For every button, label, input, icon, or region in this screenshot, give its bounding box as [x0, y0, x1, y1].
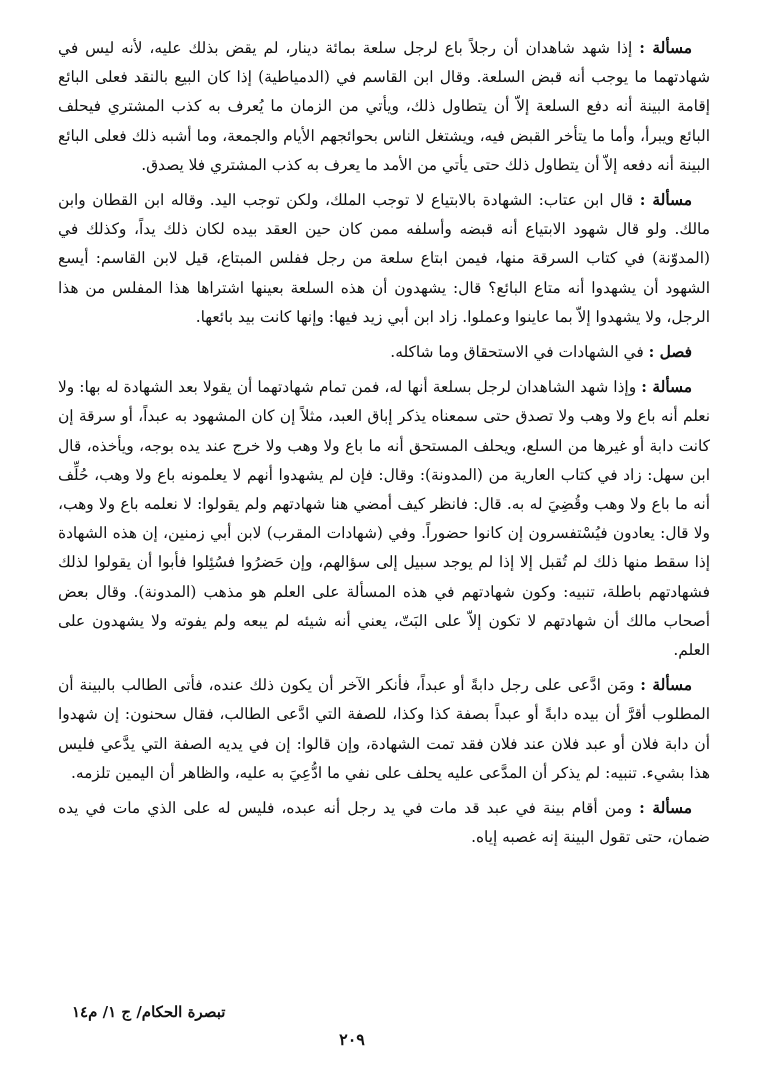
page-number: ٢٠٩ [339, 1030, 365, 1049]
paragraph-heading: مسألة : [641, 378, 692, 397]
paragraph-text: ومَن ادَّعى على رجل دابةً أو عبداً، فأنكر الآخر أن يكون ذلك عنده، فأتى الطالب بالبينة أن المطلوب أقرَّ أن بيده دابةً أو عبداً بصفة كذا وكذا، للصفة التي ادَّعى الطالب، فقال سحنون: إن شهدوا أن دابة فلان أو عبد فلان عند فلان فقد تمت الشهادة، وإن قالوا: إن في يديه الصفة التي يدَّعي فليس هذا بشيء. تنبيه: لم يذكر أن المدَّعى عليه يحلف على نفي ما ادُّعِيَ به عليه، والظاهر أن اليمين تلزمه. [58, 676, 710, 782]
paragraph-text: إذا شهد شاهدان أن رجلاً باع لرجل سلعة بمائة دينار، لم يقض بذلك عليه، لأنه ليس في شهادتهما ما يوجب أنه قبض السلعة. وقال ابن القاسم في (الدمياطية) إذا كان البيع بالنقد فعلى البائع إقامة البينة أنه دفع السلعة إلاّ أن يتطاول ذلك، ويأتي من الزمان ما يُعرف به كذب المشتري فيحلف البائع ويبرأ، وأما ما يتأخر القبض فيه، ويشتغل الناس بحوائجهم الأيام والجمعة، وما أشبه ذلك فعلى البائع البينة أنه دفعه إلاّ أن يتطاول ذلك حتى يأتي من الأمد ما يعرف به كذب المشتري فلا يصدق. [58, 39, 710, 174]
paragraph-text: قال ابن عتاب: الشهادة بالابتياع لا توجب الملك، ولكن توجب اليد. وقاله ابن القطان وابن مالك. ولو قال شهود الابتياع أنه قبضه وأسلفه ممن كان حين العقد بيده لكان ذلك يداً، وكذلك في (المدوّنة) في كتاب السرقة منها، فيمن ابتاع سلعة من رجل ففلس المبتاع، قيل لابن القاسم: أيسع الشهود أن يشهدوا أنه متاع البائع؟ قال: يشهدون أن هذه السلعة بعينها اشتراها هذا المفلس من هذا الرجل، ولا يشهدوا إلاّ بما عاينوا وعملوا. زاد ابن أبي زيد فيها: وإنها كانت بيد بائعها. [58, 191, 710, 326]
body-text [58, 34, 710, 858]
paragraph-5 [58, 794, 710, 852]
paragraph-heading: مسألة : [640, 676, 692, 695]
paragraph-text: وإذا شهد الشاهدان لرجل بسلعة أنها له، فمن تمام شهادتهما أن يقولا بعد الشهادة له بها: ولا نعلم أنه باع ولا وهب ولا تصدق حتى سمعناه يذكر إباق العبد، مثلاً إن كان المشهود به عبداً، أو سرقة إن كانت دابة أو غيرها من السلع، ويحلف المستحق أنه ما باع ولا وهب ولا خرج عند يده بوجه، ويأخذه، قال ابن سهل: زاد في كتاب العارية من (المدونة): وقال: فإن لم يشهدوا أنهم لا يعلمونه باع ولا وهب، حُلِّف أنه ما باع ولا وهب وقُضِيَ له به. قال: فانظر كيف أمضي هنا شهادتهم ولم يقولوا: لا نعلمه باع ولا وهب، ولا قال: يعادون فيُسْتفسرون إن كانوا حضوراً. وفي (شهادات المقرب) لابن أبي زمنين، إن هذه الشهادة إذا سقط منها ذلك لم تُقبل إلا إذا لم يوجد سبيل إلى سؤالهم، وإن حَضرُوا فسُئِلوا فأبوا أن يقولوا لذلك فشهادتهم باطلة، تنبيه: وكون شهادتهم في هذه المسألة على العلم هو مذهب (المدونة). وقال بعض أصحاب مالك أن شهادتهم لا تكون إلاّ على البَتّ، يعني أنه شيئه لم يبعه ولم يفوته ولا يشهدون على العلم. [58, 378, 710, 660]
paragraph-heading: مسألة : [639, 39, 692, 57]
paragraph-heading: مسألة : [639, 191, 692, 210]
section-heading [58, 338, 710, 367]
paragraph-1 [58, 34, 710, 180]
paragraph-heading: مسألة : [639, 799, 692, 818]
signature-mark: تبصرة الحكام/ ج ١/ م١٤ [72, 1003, 226, 1021]
paragraph-2 [58, 186, 710, 332]
section-title: في الشهادات في الاستحقاق وما شاكله. [390, 343, 649, 362]
section-label: فصل : [648, 343, 692, 362]
paragraph-text: ومن أقام بينة في عبد قد مات في يد رجل أنه عبده، فليس له على الذي مات في يده ضمان، حتى تقول البينة إنه غصبه إياه. [58, 799, 710, 847]
paragraph-3 [58, 373, 710, 665]
paragraph-4 [58, 671, 710, 788]
